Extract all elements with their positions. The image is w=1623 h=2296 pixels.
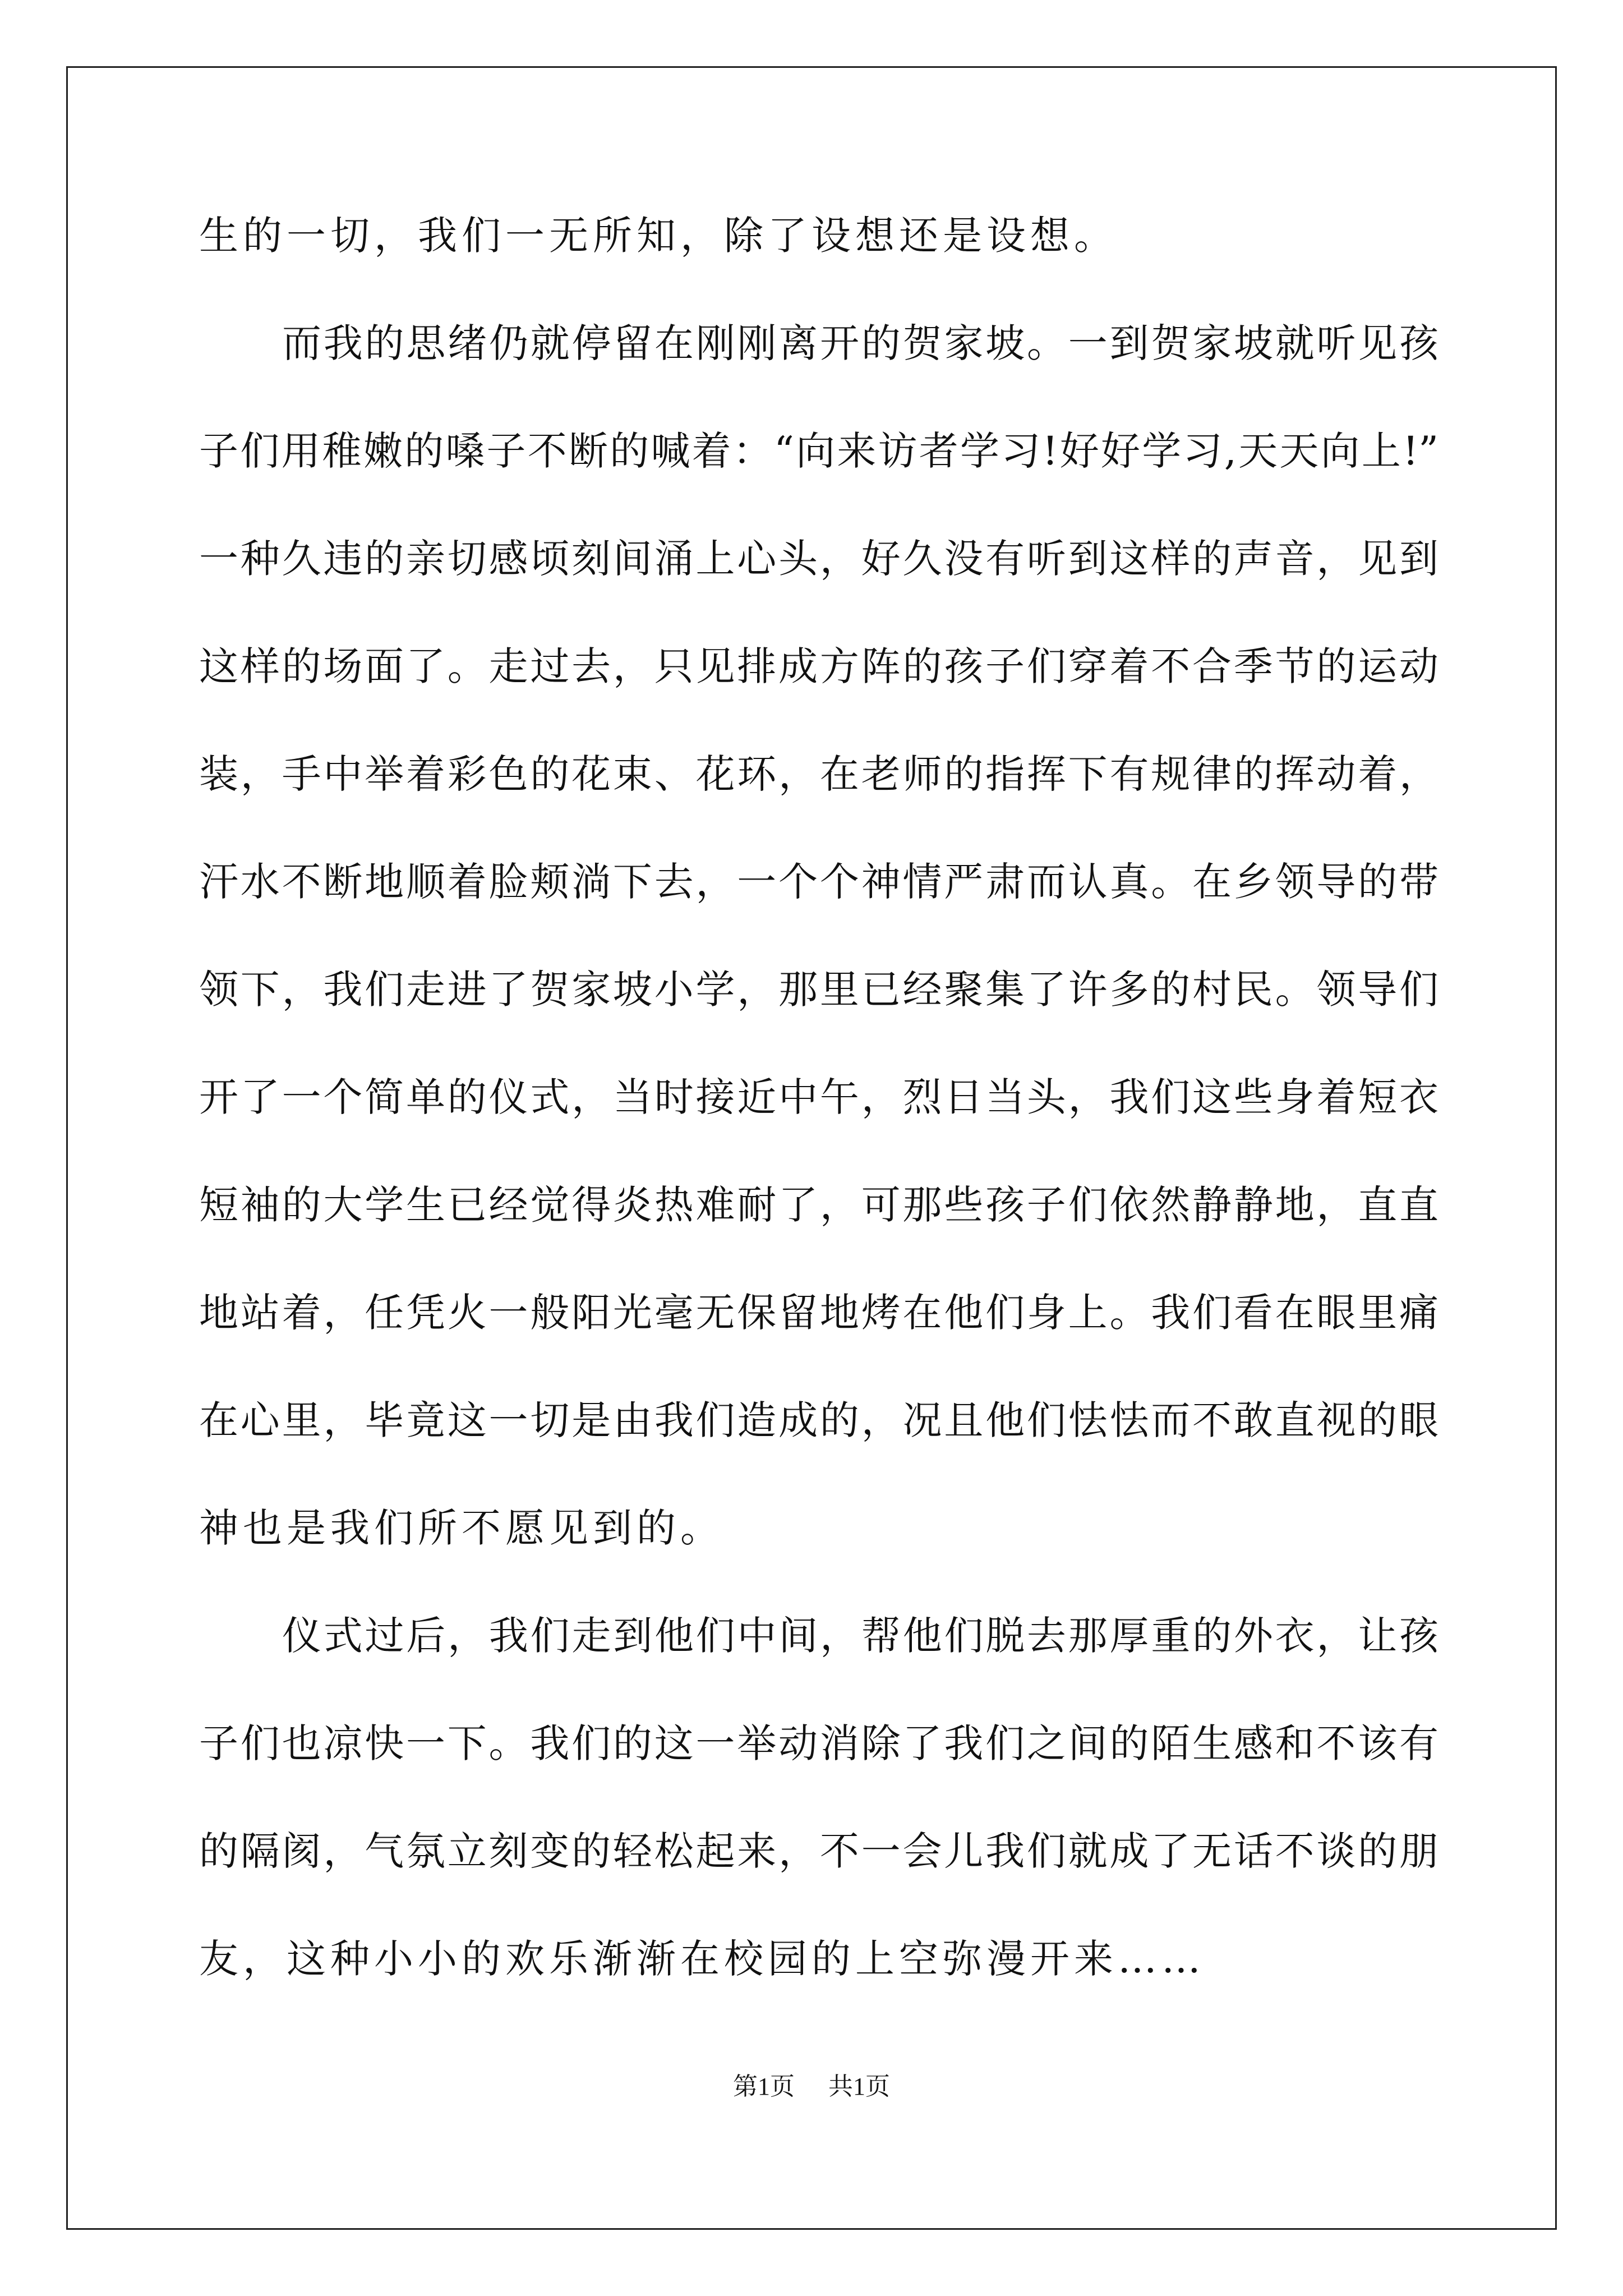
text-line: 生的一切，我们一无所知，除了设想还是设想。 bbox=[199, 213, 1118, 259]
text-line: 装，手中举着彩色的花束、花环，在老师的指挥下有规律的挥动着， bbox=[199, 751, 1438, 797]
text-line: 子们也凉快一下。我们的这一举动消除了我们之间的陌生感和不该有 bbox=[199, 1720, 1438, 1766]
paragraph-first-line: 仪式过后，我们走到他们中间，帮他们脱去那厚重的外衣，让孩 bbox=[282, 1613, 1438, 1659]
text-line: 领下，我们走进了贺家坡小学，那里已经聚集了许多的村民。领导们 bbox=[199, 967, 1438, 1013]
text-line: 这样的场面了。走过去，只见排成方阵的孩子们穿着不合季节的运动 bbox=[199, 643, 1438, 689]
text-line: 的隔阂，气氛立刻变的轻松起来，不一会儿我们就成了无话不谈的朋 bbox=[199, 1828, 1438, 1874]
text-line: 短袖的大学生已经觉得炎热难耐了，可那些孩子们依然静静地，直直 bbox=[199, 1182, 1438, 1228]
page-number-current: 第1页 bbox=[733, 2073, 795, 2100]
text-line: 在心里，毕竟这一切是由我们造成的，况且他们怯怯而不敢直视的眼 bbox=[199, 1397, 1438, 1443]
text-line: 一种久违的亲切感顷刻间涌上心头，好久没有听到这样的声音，见到 bbox=[199, 536, 1438, 582]
text-line: 地站着，任凭火一般阳光毫无保留地烤在他们身上。我们看在眼里痛 bbox=[199, 1290, 1438, 1336]
paragraph-first-line: 而我的思绪仍就停留在刚刚离开的贺家坡。一到贺家坡就听见孩 bbox=[282, 320, 1438, 366]
document-body bbox=[199, 213, 1438, 2047]
text-line: 汗水不断地顺着脸颊淌下去，一个个神情严肃而认真。在乡领导的带 bbox=[199, 859, 1438, 905]
text-line: 子们用稚嫩的嗓子不断的喊着：“向来访者学习!好好学习,天天向上!” bbox=[199, 428, 1438, 474]
text-line: 开了一个简单的仪式，当时接近中午，烈日当头，我们这些身着短衣 bbox=[199, 1074, 1438, 1120]
text-line: 友，这种小小的欢乐渐渐在校园的上空弥漫开来…… bbox=[199, 1936, 1205, 1982]
text-line: 神也是我们所不愿见到的。 bbox=[199, 1505, 724, 1551]
page-footer bbox=[0, 2074, 1623, 2099]
page-number-total: 共1页 bbox=[828, 2073, 890, 2100]
